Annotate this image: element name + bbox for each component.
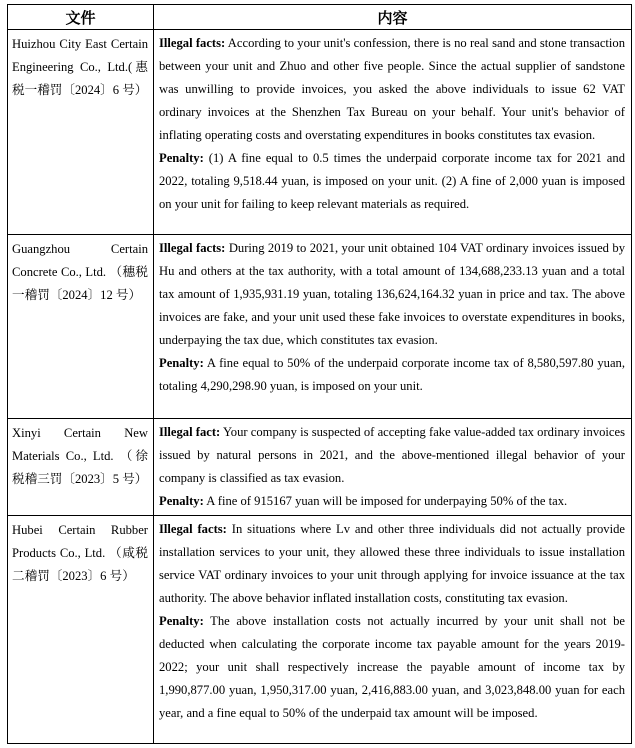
case-content-cell — [154, 516, 632, 744]
penalty-label: Penalty: — [159, 494, 204, 508]
illegal-facts-label: Illegal facts: — [159, 241, 226, 255]
illegal-facts-label: Illegal facts: — [159, 36, 226, 50]
penalty-text: A fine of 915167 yuan will be imposed for underpaying 50% of the tax. — [203, 494, 568, 508]
next-page-text-fragment — [0, 744, 635, 748]
table-row — [8, 419, 632, 516]
header-file: 文件 — [8, 5, 154, 30]
table-header-row — [8, 5, 632, 30]
penalty-label: Penalty: — [159, 614, 204, 628]
illegal-facts-paragraph — [159, 421, 625, 490]
case-file-cell: Hubei Certain Rubber Products Co., Ltd. （咸税二稽罚〔2023〕6 号） — [8, 516, 154, 744]
penalty-text: The above installation costs not actually incurred by your unit shall not be deducted when calculating the corporate income tax payable amount for the years 2019-2022; your unit shall respectively increase the payable amount of income tax by 1,990,877.00 yuan, 1,950,317.00 yuan, 2,416,883.00 yuan, and 3,023,848.00 yuan for each year, and a fine equal to 50% of the underpaid tax amount will be imposed. — [159, 614, 625, 720]
table-row — [8, 30, 632, 235]
illegal-facts-text: During 2019 to 2021, your unit obtained 104 VAT ordinary invoices issued by Hu and others at the tax authority, with a total amount of 134,688,233.13 yuan and a total tax amount of 1,935,931.19 yuan, totaling 136,624,164.32 yuan in price and tax. The above invoices are fake, and your unit used these fake invoices to overstate expenditures in books, underpaying the tax due, which constitutes tax evasion. — [159, 241, 625, 347]
header-content: 内容 — [154, 5, 632, 30]
illegal-facts-paragraph — [159, 32, 625, 147]
table-row — [8, 516, 632, 744]
illegal-facts-text: According to your unit's confession, there is no real sand and stone transaction between your unit and Zhuo and other five people. Since the actual supplier of sandstone was unwilling to provide invoices, you asked the above individuals to issue 62 VAT ordinary invoices at the Shenzhen Tax Bureau on your behalf. Your unit's behavior of inflating operating costs and overstating expenditures in books constitutes tax evasion. — [159, 36, 625, 142]
tax-penalty-cases-table — [7, 4, 632, 744]
case-content-cell — [154, 30, 632, 235]
illegal-facts-label: Illegal fact: — [159, 425, 221, 439]
penalty-text: (1) A fine equal to 0.5 times the underpaid corporate income tax for 2021 and 2022, totaling 9,518.44 yuan, is imposed on your unit. (2) A fine of 2,000 yuan is imposed on your unit for failing to keep relevant materials as required. — [159, 151, 625, 211]
case-content-cell — [154, 235, 632, 419]
penalty-paragraph — [159, 147, 625, 216]
case-file-cell: Guangzhou Certain Concrete Co., Ltd. （穗税一稽罚〔2024〕12 号） — [8, 235, 154, 419]
penalty-paragraph — [159, 352, 625, 398]
illegal-facts-text: In situations where Lv and other three individuals did not actually provide installation services to your unit, they allowed these three individuals to issue installation service VAT ordinary invoices to your unit through applying for invoice issuance at the tax authority. The above behavior inflated installation costs, constituting tax evasion. — [159, 522, 625, 605]
penalty-paragraph — [159, 610, 625, 725]
case-file-cell: Huizhou City East Certain Engineering Co., Ltd.(惠税一稽罚〔2024〕6 号） — [8, 30, 154, 235]
illegal-facts-label: Illegal facts: — [159, 522, 227, 536]
illegal-facts-paragraph — [159, 518, 625, 610]
previous-page-text-fragment — [0, 0, 635, 3]
illegal-facts-paragraph — [159, 237, 625, 352]
penalty-label: Penalty: — [159, 151, 204, 165]
penalty-label: Penalty: — [159, 356, 204, 370]
penalty-paragraph — [159, 490, 625, 513]
table-row — [8, 235, 632, 419]
illegal-facts-text: Your company is suspected of accepting fake value-added tax ordinary invoices issued by natural persons in 2021, and the above-mentioned illegal behavior of your company is classified as tax evasion. — [159, 425, 625, 485]
penalty-text: A fine equal to 50% of the underpaid corporate income tax of 8,580,597.80 yuan, totaling 4,290,298.90 yuan, is imposed on your unit. — [159, 356, 625, 393]
case-content-cell — [154, 419, 632, 516]
case-file-cell: Xinyi Certain New Materials Co., Ltd. （徐税稽三罚〔2023〕5 号） — [8, 419, 154, 516]
